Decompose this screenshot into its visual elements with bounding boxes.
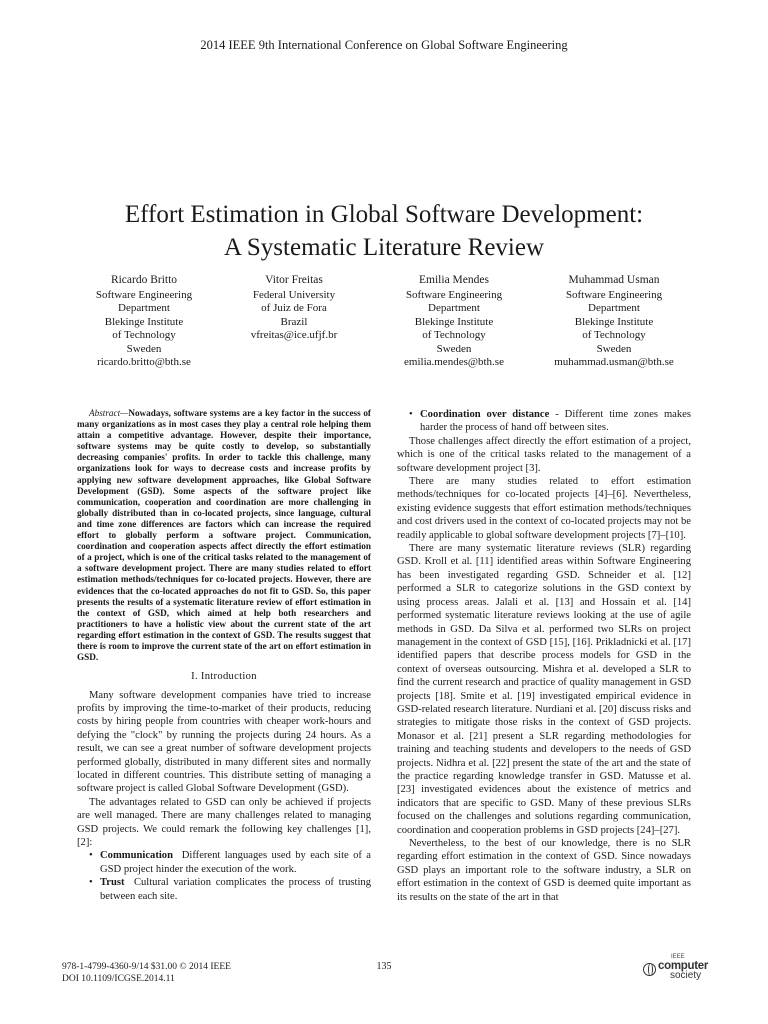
- author-1: [84, 274, 204, 370]
- author-block: [84, 274, 684, 384]
- paragraph: The advantages related to GSD can only be achieved if projects are well managed. There are many challenges related to managing GSD projects. We could remark the following key challenges [1], [2]:: [77, 796, 371, 849]
- author-affiliation-line: of Technology: [582, 329, 646, 341]
- list-item: [89, 876, 371, 903]
- author-email: vfreitas@ice.ufjf.br: [250, 329, 338, 341]
- author-name: Vitor Freitas: [265, 274, 323, 286]
- list-item: [89, 849, 371, 876]
- author-2: [239, 274, 349, 343]
- paper-title-line-1: Effort Estimation in Global Software Development:: [124, 201, 644, 228]
- author-affiliation-line: Department: [428, 302, 480, 314]
- bullet-icon: •: [89, 877, 93, 889]
- paper-title: [0, 198, 768, 264]
- author-affiliation-line: Sweden: [436, 342, 472, 355]
- page-number: 135: [376, 961, 392, 972]
- list-item: [409, 408, 691, 435]
- author-affiliation-line: Blekinge Institute: [104, 315, 184, 328]
- author-affiliation-line: Department: [588, 302, 640, 314]
- computer-society-logo: [643, 954, 715, 982]
- paper-title-line-2: A Systematic Literature Review: [223, 234, 545, 261]
- left-column: [77, 408, 371, 903]
- author-affiliation-line: Department: [118, 302, 170, 314]
- globe-icon: [643, 963, 656, 976]
- author-affiliation-line: Blekinge Institute: [414, 315, 494, 328]
- paragraph: There are many studies related to effort estimation methods/techniques for co-located projects [4]–[6]. Nevertheless, existing evidence suggests that effort estimation methods/techniques and cost drivers used in the context of co-located projects may not be readily applicable to global software development projects [7]–[10].: [397, 476, 691, 541]
- logo-ieee-text: IEEE: [671, 954, 685, 960]
- author-3: [389, 274, 519, 370]
- bullet-icon: •: [409, 409, 413, 420]
- author-affiliation-line: Federal University: [252, 288, 336, 301]
- author-affiliation-line: Brazil: [280, 315, 308, 328]
- author-email: emilia.mendes@bth.se: [404, 356, 504, 368]
- paragraph: Nevertheless, to the best of our knowledge, there is no SLR regarding effort estimation in the context of GSD. Since nowadays GSD plays an important role to the software industry, a SLR on effort estimation in the context of GSD is deemed quite important as its results on the state of the art in that: [397, 838, 691, 903]
- list-term: Trust: [100, 877, 125, 889]
- bullet-icon: •: [89, 850, 93, 862]
- paragraph: There are many systematic literature reviews (SLR) regarding GSD. Kroll et al. [11] identified areas within Software Engineering has been investigated regarding GSD. Schneider et al. [12] performed a SLR to categorize solutions in the GSD context by using process areas. Jalali et al. [13] and Hossain et al. [14] performed systematic literature reviews looking at the use of agile methods in GSD. Da Silva et al. performed two SLRs on project management in the context of GSD [15], [16]. Prikladnicki et al. [17] identified papers that describe process models for GSD in the context of overseas outsourcing. Mishra et al. developed a SLR to find the current research and practice of quality management in GSD projects [18]. Smite et al. [19] investigated empirical evidence in GSD-related research literature. Nurdiani et al. [20] discuss risks and strategies to mitigate those risks in the context of GSD projects. Monasor et al. [21] present a SLR regarding methodologies for training and teaching students and developers to the needs of GSD projects. Nidhra et al. [22] present the state of the art and the state of the practice regarding knowledge transfer in GSD. Matusse et al. [23] investigated evidences about the existence of metrics and indicators that are specific to GSD. Many of these previous SLRs focused on the challenges and solutions regarding communication, coordination and cooperation problems in GSD projects [24]–[27].: [397, 543, 691, 836]
- author-affiliation-line: Software Engineering: [405, 288, 503, 301]
- list-text: Cultural variation complicates the process of trusting between each site.: [100, 877, 372, 902]
- section-heading: I. Introduction: [191, 671, 257, 683]
- author-affiliation-line: of Technology: [112, 329, 176, 341]
- logo-text-line-1: computer: [658, 960, 708, 972]
- abstract: [77, 408, 371, 663]
- author-email: ricardo.britto@bth.se: [97, 356, 191, 368]
- list-text: Different languages used by each site of a GSD project hinder the execution of the work.: [100, 850, 371, 875]
- paragraph: Many software development companies have tried to increase profits by improving the time-to-market of their products, reducing costs by hiring people from countries with cheaper work-hours and defying the "clock" by running the projects during 24 hours. As a result, we can see a great number of software development projects performed globally, distributed in many different sites and normally located in different countries. This distribute setting of managing a software project is called Global Software Development (GSD).: [77, 689, 371, 795]
- logo-text-line-2: society: [670, 970, 702, 981]
- list-term: Communication: [100, 850, 173, 862]
- author-affiliation-line: of Juiz de Fora: [261, 302, 327, 314]
- author-affiliation-line: Blekinge Institute: [574, 315, 654, 328]
- author-affiliation-line: Sweden: [596, 342, 632, 355]
- author-affiliation-line: of Technology: [422, 329, 486, 341]
- paragraph: Those challenges affect directly the effort estimation of a project, which is one of the critical tasks related to the management of a software development project [3].: [397, 435, 691, 474]
- right-column: [397, 408, 691, 904]
- challenge-list: [77, 849, 371, 903]
- abstract-text: Nowadays, software systems are a key factor in the success of many organizations as in most cases they play a central role helping them attain a competitive advantage. However, despite their importance, software systems may be quite costly to develop, so substantially decreasing companies' profits. In order to tackle this challenge, many organizations look for ways to decrease costs and increase profits by applying new software development approaches, like Global Software Development (GSD). Some aspects of the software project like communication, cooperation and coordination are more challenging in globally distributed than in co-located projects, since language, cultural and time zone differences are factors which can increase the required effort to globally perform a software project. Communication, coordination and cooperation aspects affect directly the effort estimation of a project, which is one of the critical tasks related to the management of a software development project. There are many studies related to effort estimation methods/techniques for co-located projects. However, there are evidences that the co-located approaches do not fit to GSD. So, this paper presents the results of a systematic literature review of effort estimation in the context of GSD, which aimed at help both researchers and practitioners to have a holistic view about the current state of the art regarding effort estimation in the context of GSD. The results suggest that there is room to improve the current state of the art on effort estimation in GSD.: [77, 408, 371, 663]
- abstract-lead: Abstract—: [89, 408, 129, 418]
- author-affiliation-line: Software Engineering: [565, 288, 663, 301]
- author-4: [539, 274, 689, 370]
- conference-header: 2014 IEEE 9th International Conference on Global Software Engineering: [200, 38, 568, 52]
- author-affiliation-line: Sweden: [126, 342, 162, 355]
- author-name: Emilia Mendes: [419, 274, 489, 286]
- list-term: Coordination over distance: [420, 409, 550, 420]
- footer-isbn: 978-1-4799-4360-9/14 $31.00 © 2014 IEEE: [62, 962, 231, 972]
- author-name: Ricardo Britto: [110, 274, 178, 286]
- list-text: - Different time zones makes harder the process of hand off between sites.: [420, 409, 692, 434]
- author-name: Muhammad Usman: [568, 274, 660, 286]
- footer-doi: DOI 10.1109/ICGSE.2014.11: [62, 974, 175, 984]
- author-affiliation-line: Software Engineering: [95, 288, 193, 301]
- challenge-list-continued: [397, 408, 691, 435]
- author-email: muhammad.usman@bth.se: [554, 356, 674, 368]
